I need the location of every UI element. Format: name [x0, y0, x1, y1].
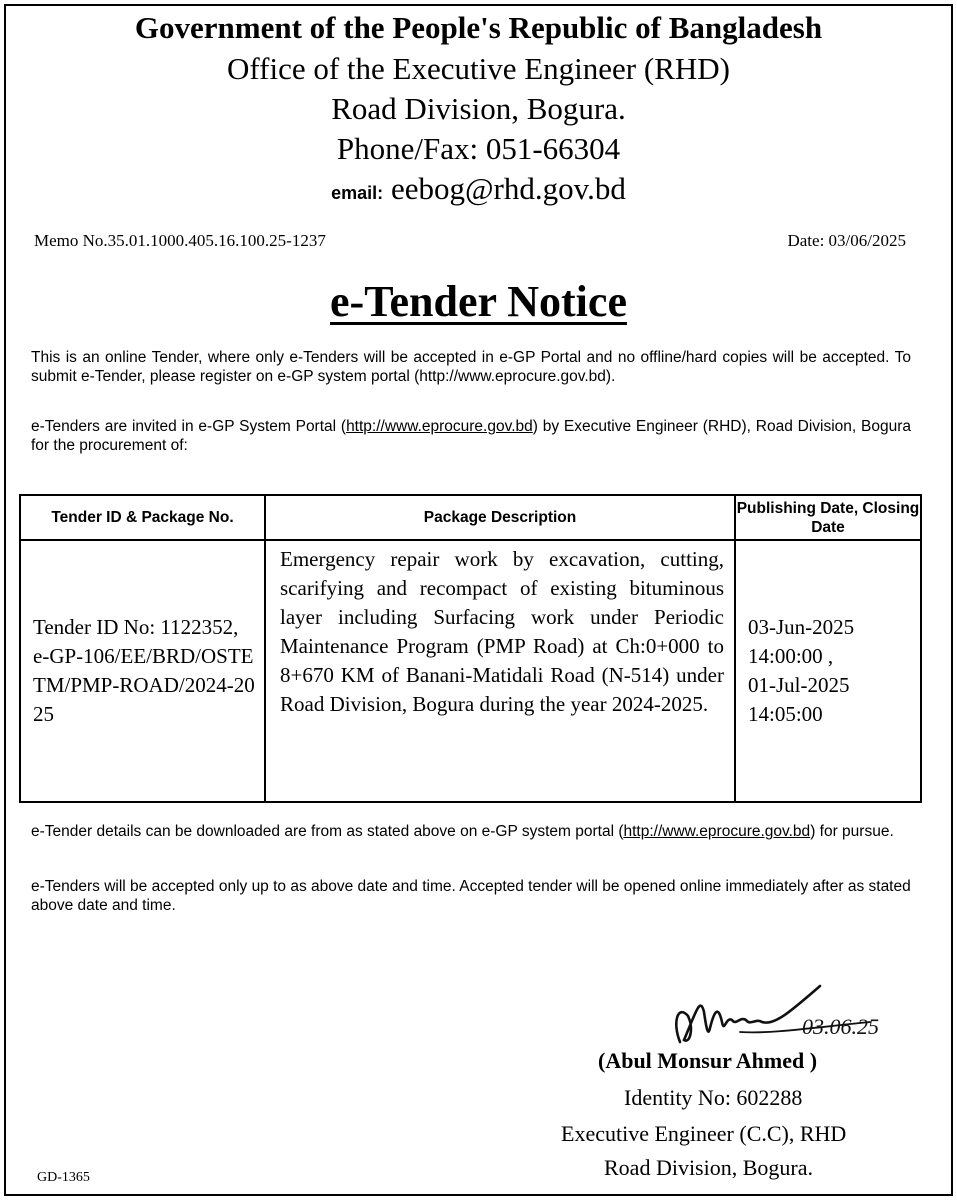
header-tender-id: Tender ID & Package No. — [20, 495, 265, 540]
handwritten-signature — [670, 982, 900, 1054]
table-header-row — [20, 495, 921, 540]
notice-title-text: e-Tender Notice — [330, 277, 627, 326]
division-name: Road Division, Bogura. — [331, 91, 626, 126]
publish-time: 14:00:00 , — [748, 644, 834, 668]
intro-paragraph-1: This is an online Tender, where only e-Tenders will be accepted in e-GP Portal and no offline/hard copies will be accepted. To submit e-Tender, please register on e-GP system portal (http://www.eprocure.gov.bd). — [31, 349, 911, 385]
office-name: Office of the Executive Engineer (RHD) — [227, 51, 730, 86]
closing-date: 01-Jul-2025 — [748, 673, 850, 697]
email-value[interactable]: eebog@rhd.gov.bd — [390, 171, 626, 206]
table-row — [20, 540, 921, 802]
publish-date: 03-Jun-2025 — [748, 615, 855, 639]
cell-dates — [735, 540, 921, 802]
details-p3-after: ) for pursue. — [810, 823, 894, 840]
government-heading: Government of the People's Republic of Bangladesh — [134, 10, 823, 45]
details-paragraph — [31, 822, 911, 841]
email-label: email: — [331, 183, 384, 203]
phone-fax: Phone/Fax: 051-66304 — [336, 131, 621, 166]
intro-p2-after: ) by Executive Engineer (RHD), Road Division, Bogura for the procurement of: — [31, 418, 911, 454]
acceptance-paragraph: e-Tenders will be accepted only up to as above date and time. Accepted tender will be opened online immediately after as stated above date and time. — [31, 878, 911, 914]
signatory-designation: Executive Engineer (C.C), RHD — [561, 1121, 847, 1146]
intro-paragraph-2 — [31, 417, 911, 455]
eprocure-link-2[interactable]: http://www.eprocure.gov.bd — [623, 823, 811, 840]
svg-text:03.06.25: 03.06.25 — [802, 1014, 879, 1039]
intro-p2-before: e-Tenders are invited in e-GP System Portal ( — [31, 418, 347, 435]
cell-description: Emergency repair work by excavation, cutting, scarifying and recompact of existing bituminous layer including Surfacing work under Periodic Maintenance Program (PMP Road) at Ch:0+000 to 8+670 KM of Banani-Matidali Road (N-514) under Road Division, Bogura during the year 2024-2025. — [265, 540, 735, 802]
document-code: GD-1365 — [37, 1170, 90, 1185]
notice-title — [0, 276, 957, 327]
memo-date: Date: 03/06/2025 — [787, 231, 906, 250]
details-p3-before: e-Tender details can be downloaded are from as stated above on e-GP system portal ( — [31, 823, 624, 840]
signatory-identity: Identity No: 602288 — [624, 1085, 803, 1110]
header-dates: Publishing Date, Closing Date — [735, 495, 921, 540]
memo-number: Memo No.35.01.1000.405.16.100.25-1237 — [34, 231, 326, 250]
tender-table — [19, 494, 922, 803]
cell-tender-id — [20, 540, 265, 802]
tender-id-number: Tender ID No: 1122352, — [33, 615, 239, 639]
eprocure-link[interactable]: http://www.eprocure.gov.bd — [346, 418, 533, 435]
package-number: e-GP-106/EE/BRD/OSTETM/PMP-ROAD/2024-2025 — [33, 644, 255, 726]
header-description: Package Description — [265, 495, 735, 540]
signatory-division: Road Division, Bogura. — [604, 1155, 813, 1180]
closing-time: 14:05:00 — [748, 702, 823, 726]
signatory-name: (Abul Monsur Ahmed ) — [598, 1048, 818, 1073]
email-line — [0, 173, 957, 204]
